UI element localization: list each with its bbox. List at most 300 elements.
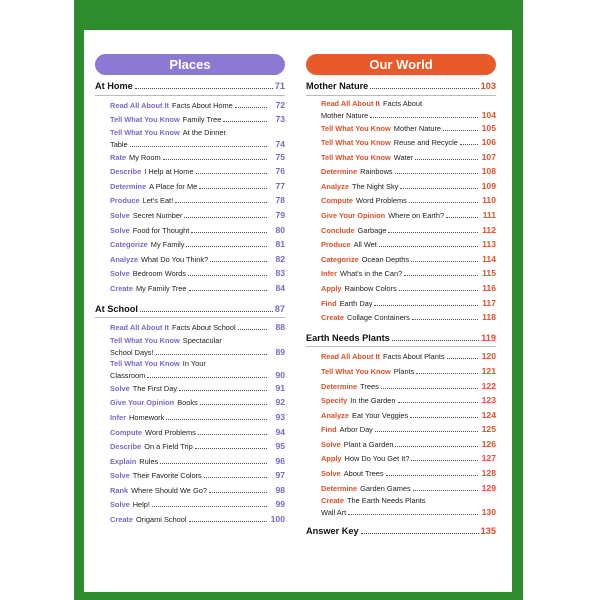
entry-line: [110, 335, 285, 346]
entry-title: Homework: [129, 412, 165, 422]
entry-title: My Family Tree: [136, 284, 187, 294]
entry-skill: Tell What You Know: [321, 138, 391, 148]
entry-line: [321, 349, 496, 364]
toc-entry[interactable]: [306, 481, 496, 496]
section-page-number: 135: [480, 526, 496, 537]
entry-page-number: 99: [275, 499, 285, 510]
dot-leader: [416, 373, 478, 374]
toc-entry[interactable]: [306, 266, 496, 281]
entry-skill: Rank: [110, 485, 129, 495]
entry-title: Trees: [360, 381, 379, 391]
entry-page-number: 75: [275, 151, 285, 162]
entry-skill: Solve: [321, 439, 341, 449]
entry-title: Secret Number: [132, 211, 183, 221]
entry-line: [321, 451, 496, 466]
entry-line: [110, 252, 285, 267]
dot-leader: [447, 358, 478, 359]
entry-page-number: 98: [275, 484, 285, 495]
toc-entry[interactable]: [306, 349, 496, 364]
entry-line: [110, 164, 285, 179]
entry-page-number: 114: [482, 253, 496, 264]
entry-page-number: 79: [275, 210, 285, 221]
dot-leader: [189, 521, 267, 522]
toc-entry[interactable]: [95, 112, 285, 127]
toc-entry[interactable]: [306, 393, 496, 408]
toc-entry[interactable]: [306, 223, 496, 238]
section-heading[interactable]: [306, 524, 496, 539]
toc-entry[interactable]: [306, 208, 496, 223]
toc-entry[interactable]: [306, 379, 496, 394]
our-world-column: [306, 54, 496, 539]
dot-leader: [446, 217, 478, 218]
dot-leader: [348, 514, 478, 515]
entry-skill: Read All About It: [110, 323, 169, 333]
entry-line-continued: [110, 369, 285, 381]
dot-leader: [199, 188, 267, 189]
toc-entry[interactable]: [95, 468, 285, 483]
section-heading[interactable]: [95, 302, 285, 317]
toc-entry[interactable]: [306, 98, 496, 121]
dot-leader: [404, 275, 478, 276]
entry-skill: Explain: [110, 456, 137, 466]
entry-skill: Infer: [110, 412, 127, 422]
entry-skill: Give Your Opinion: [321, 211, 386, 221]
dot-leader: [152, 506, 267, 507]
entry-title: Their Favorite Colors: [132, 471, 202, 481]
toc-entry[interactable]: [95, 425, 285, 440]
entry-page-number: 72: [275, 99, 285, 110]
toc-entry[interactable]: [306, 437, 496, 452]
entry-line: [110, 425, 285, 440]
dot-leader: [460, 144, 478, 145]
entry-skill: Solve: [110, 500, 130, 510]
entry-page-number: 127: [481, 453, 496, 464]
section-rule: [95, 317, 285, 318]
entry-skill: Tell What You Know: [321, 152, 391, 162]
section-title: Answer Key: [306, 526, 359, 537]
entry-title: Water: [393, 152, 414, 162]
entry-page-number: 73: [275, 114, 285, 125]
toc-entry[interactable]: [306, 408, 496, 423]
entry-title: Facts About Home: [171, 100, 233, 110]
dot-leader: [413, 490, 478, 491]
section-rule: [306, 95, 496, 96]
entry-title: In Your: [182, 358, 206, 368]
toc-entry[interactable]: [95, 358, 285, 381]
dot-leader: [399, 290, 478, 291]
entry-page-number: 95: [275, 441, 285, 452]
entry-title-continued: School Days!: [110, 347, 154, 357]
entry-title: Facts About Plants: [382, 352, 445, 362]
entry-title: Earth Day: [339, 298, 373, 308]
entry-page-number: 115: [482, 268, 496, 279]
dot-leader: [412, 319, 478, 320]
dot-leader: [223, 121, 267, 122]
entry-line: [321, 135, 496, 150]
dot-leader: [395, 446, 478, 447]
entry-skill: Solve: [110, 383, 130, 393]
entry-title-continued: Classroom: [110, 370, 146, 380]
section-heading[interactable]: [306, 79, 496, 94]
entry-page-number: 88: [275, 322, 285, 333]
entry-page-number: 123: [481, 395, 496, 406]
entry-title: Where on Earth?: [388, 211, 445, 221]
dot-leader: [200, 404, 267, 405]
dot-leader: [147, 377, 267, 378]
entry-title: Family Tree: [182, 115, 222, 125]
entry-page-number: 108: [481, 166, 496, 177]
entry-skill: Analyze: [321, 181, 349, 191]
dot-leader: [184, 217, 267, 218]
entry-skill: Create: [110, 284, 134, 294]
section-rule: [306, 346, 496, 347]
entry-line: [321, 164, 496, 179]
dot-leader: [392, 340, 479, 341]
toc-entry[interactable]: [95, 223, 285, 238]
toc-entry[interactable]: [306, 193, 496, 208]
toc-entry[interactable]: [95, 320, 285, 335]
entry-skill: Determine: [110, 181, 147, 191]
toc-entry[interactable]: [306, 466, 496, 481]
toc-entry[interactable]: [95, 512, 285, 527]
entry-title: Garden Games: [360, 483, 411, 493]
entry-line: [321, 466, 496, 481]
entry-line: [110, 454, 285, 469]
entry-skill: Compute: [321, 196, 354, 206]
toc-entry[interactable]: [306, 364, 496, 379]
entry-page-number: 77: [275, 180, 285, 191]
toc-entry[interactable]: [306, 135, 496, 150]
entry-line: [110, 237, 285, 252]
toc-entry[interactable]: [306, 164, 496, 179]
dot-leader: [195, 448, 267, 449]
entry-line: [321, 296, 496, 311]
entry-title: Rainbow Colors: [344, 284, 397, 294]
dot-leader: [411, 460, 478, 461]
entry-page-number: 124: [481, 409, 496, 420]
dot-leader: [443, 130, 478, 131]
entry-skill: Solve: [110, 211, 130, 221]
entry-page-number: 97: [275, 470, 285, 481]
entry-title: A Place for Me: [149, 181, 198, 191]
section-title: At Home: [95, 81, 133, 91]
entry-line: [321, 379, 496, 394]
entry-line: [321, 393, 496, 408]
entry-page-number: 125: [481, 424, 496, 435]
dot-leader: [175, 202, 267, 203]
toc-entry[interactable]: [306, 451, 496, 466]
entry-skill: Tell What You Know: [321, 366, 391, 376]
entry-skill: Produce: [321, 240, 351, 250]
entry-line-continued: [321, 109, 496, 121]
dot-leader: [411, 261, 478, 262]
toc-entry[interactable]: [95, 252, 285, 267]
entry-title: Spectacular: [182, 335, 222, 345]
entry-line: [321, 208, 496, 223]
entry-line: [321, 150, 496, 165]
dot-leader: [209, 492, 267, 493]
entry-line: [110, 281, 285, 296]
entry-line: [321, 481, 496, 496]
entry-skill: Find: [321, 298, 337, 308]
toc-entry[interactable]: [95, 483, 285, 498]
entry-page-number: 89: [275, 346, 285, 357]
entry-page-number: 92: [275, 397, 285, 408]
entry-line: [110, 150, 285, 165]
entry-skill: Describe: [110, 167, 142, 177]
entry-page-number: 76: [275, 166, 285, 177]
toc-entry[interactable]: [95, 439, 285, 454]
entry-skill: Solve: [321, 469, 341, 479]
entry-skill: Tell What You Know: [110, 335, 180, 345]
entry-page-number: 118: [482, 312, 496, 323]
dot-leader: [210, 261, 267, 262]
toc-entry[interactable]: [306, 252, 496, 267]
entry-page-number: 105: [481, 122, 496, 133]
entry-title: Word Problems: [145, 427, 196, 437]
entry-line: [110, 208, 285, 223]
toc-entry[interactable]: [95, 281, 285, 296]
toc-entry[interactable]: [95, 179, 285, 194]
entry-line: [321, 193, 496, 208]
toc-entry[interactable]: [95, 266, 285, 281]
toc-entry[interactable]: [95, 237, 285, 252]
entry-line: [110, 439, 285, 454]
entry-title: In the Garden: [350, 396, 396, 406]
entry-skill: Solve: [110, 471, 130, 481]
entry-skill: Conclude: [321, 225, 355, 235]
entry-line: [110, 98, 285, 113]
toc-entry[interactable]: [306, 121, 496, 136]
entry-page-number: 96: [275, 455, 285, 466]
entry-page-number: 110: [482, 195, 496, 206]
entry-line: [110, 223, 285, 238]
entry-page-number: 100: [270, 514, 285, 525]
entry-line: [110, 395, 285, 410]
entry-page-number: 83: [275, 268, 285, 279]
entry-skill: Create: [110, 515, 134, 525]
toc-entry[interactable]: [306, 310, 496, 325]
entry-line: [110, 179, 285, 194]
entry-line: [321, 281, 496, 296]
toc-entry[interactable]: [95, 164, 285, 179]
entry-page-number: 91: [275, 382, 285, 393]
entry-line: [321, 179, 496, 194]
toc-entry[interactable]: [95, 410, 285, 425]
entry-line: [321, 237, 496, 252]
toc-entry[interactable]: [95, 395, 285, 410]
entry-page-number: 78: [275, 195, 285, 206]
entry-title: What's in the Can?: [340, 269, 403, 279]
entry-line: [110, 512, 285, 527]
entry-skill: Infer: [321, 269, 338, 279]
entry-title: Arbor Day: [339, 425, 373, 435]
entry-title: Help!: [132, 500, 150, 510]
entry-skill: Determine: [321, 381, 358, 391]
toc-entry[interactable]: [306, 422, 496, 437]
entry-title: Reuse and Recycle: [393, 138, 458, 148]
entry-title: Mother Nature: [393, 123, 442, 133]
dot-leader: [410, 417, 478, 418]
entry-title: At the Dinner: [182, 127, 226, 137]
entry-page-number: 84: [275, 283, 285, 294]
dot-leader: [163, 159, 267, 160]
entry-line: [321, 310, 496, 325]
entry-skill: Tell What You Know: [110, 115, 180, 125]
entry-line: [110, 497, 285, 512]
entry-page-number: 81: [275, 239, 285, 250]
dot-leader: [188, 275, 267, 276]
entry-skill: Analyze: [321, 410, 349, 420]
entry-page-number: 104: [481, 109, 496, 120]
dot-leader: [379, 246, 478, 247]
toc-entry[interactable]: [95, 381, 285, 396]
entry-skill: Apply: [321, 454, 342, 464]
entry-line: [110, 358, 285, 369]
entry-title: Collage Containers: [347, 313, 410, 323]
toc-entry[interactable]: [95, 335, 285, 358]
entry-skill: Tell What You Know: [110, 358, 180, 368]
entry-title: My Room: [129, 152, 161, 162]
entry-line: [321, 364, 496, 379]
toc-entry[interactable]: [95, 497, 285, 512]
entry-title: Food for Thought: [132, 225, 190, 235]
entry-skill: Compute: [110, 427, 143, 437]
entry-page-number: 120: [481, 351, 496, 362]
toc-entry[interactable]: [95, 193, 285, 208]
entry-line: [110, 483, 285, 498]
entry-skill: Create: [321, 313, 345, 323]
dot-leader: [186, 246, 267, 247]
entry-skill: Determine: [321, 167, 358, 177]
entry-page-number: 112: [482, 224, 496, 235]
entry-line: [321, 223, 496, 238]
toc-entry[interactable]: [95, 454, 285, 469]
entry-line: [110, 320, 285, 335]
entry-title: My Family: [150, 240, 185, 250]
dot-leader: [179, 390, 267, 391]
entry-page-number: 107: [481, 151, 496, 162]
dot-leader: [409, 202, 478, 203]
entry-page-number: 82: [275, 253, 285, 264]
entry-line: [110, 193, 285, 208]
entry-page-number: 128: [481, 468, 496, 479]
dot-leader: [140, 311, 273, 312]
section-page-number: 87: [274, 303, 285, 314]
toc-entry[interactable]: [306, 296, 496, 311]
entry-title: Eat Your Veggies: [351, 410, 409, 420]
entry-page-number: 126: [481, 438, 496, 449]
dot-leader: [386, 475, 478, 476]
dot-leader: [381, 388, 478, 389]
entry-line-continued: [110, 138, 285, 150]
entry-line: [321, 266, 496, 281]
section-title: At School: [95, 303, 138, 314]
entry-title: Facts About: [382, 98, 423, 108]
entry-page-number: 116: [482, 283, 496, 294]
dot-leader: [370, 88, 478, 89]
entry-title: Rules: [139, 456, 159, 466]
places-column: [95, 54, 285, 527]
entry-page-number: 121: [481, 365, 496, 376]
entry-skill: Create: [321, 496, 345, 506]
dot-leader: [395, 173, 478, 174]
dot-leader: [398, 402, 479, 403]
dot-leader: [238, 329, 267, 330]
entry-page-number: 111: [482, 210, 496, 221]
entry-skill: Produce: [110, 196, 140, 206]
entry-line: [321, 437, 496, 452]
entry-title: I Help at Home: [144, 167, 194, 177]
entry-title: Where Should We Go?: [131, 485, 207, 495]
toc-entry[interactable]: [95, 98, 285, 113]
toc-entry[interactable]: [306, 150, 496, 165]
toc-entry[interactable]: [306, 281, 496, 296]
entry-line: [110, 381, 285, 396]
entry-page-number: 106: [481, 137, 496, 148]
dot-leader: [189, 290, 267, 291]
dot-leader: [130, 146, 267, 147]
dot-leader: [400, 188, 478, 189]
entry-skill: Specify: [321, 396, 348, 406]
toc-entry[interactable]: [95, 127, 285, 150]
entry-skill: Give Your Opinion: [110, 398, 175, 408]
dot-leader: [135, 88, 273, 89]
dot-leader: [374, 305, 478, 306]
toc-entry[interactable]: [95, 150, 285, 165]
entry-line: [110, 266, 285, 281]
section-heading[interactable]: [95, 79, 285, 94]
entry-line: [110, 468, 285, 483]
entry-title: Word Problems: [356, 196, 407, 206]
entry-page-number: 109: [481, 180, 496, 191]
toc-entry[interactable]: [306, 237, 496, 252]
toc-entry[interactable]: [306, 179, 496, 194]
entry-title: On a Field Trip: [144, 442, 193, 452]
entry-title: All Wet: [353, 240, 377, 250]
entry-skill: Apply: [321, 284, 342, 294]
entry-skill: Rate: [110, 152, 127, 162]
entry-skill: Solve: [110, 225, 130, 235]
dot-leader: [196, 173, 267, 174]
entry-line-continued: [321, 506, 496, 518]
entry-title: The Night Sky: [351, 181, 399, 191]
entry-line: [321, 408, 496, 423]
entry-page-number: 93: [275, 411, 285, 422]
entry-page-number: 113: [482, 239, 496, 250]
section-heading[interactable]: [306, 331, 496, 346]
entry-title: Books: [177, 398, 198, 408]
entry-title: Plants: [393, 366, 415, 376]
section-rule: [95, 95, 285, 96]
entry-page-number: 117: [482, 297, 496, 308]
entry-skill: Determine: [321, 483, 358, 493]
section-page-number: 119: [481, 332, 496, 343]
section-title: Mother Nature: [306, 81, 369, 91]
entry-skill: Solve: [110, 269, 130, 279]
toc-entry[interactable]: [306, 495, 496, 518]
entry-page-number: 80: [275, 224, 285, 235]
entry-title: The First Day: [132, 383, 178, 393]
entry-title: Plant a Garden: [343, 439, 394, 449]
entry-title: Facts About School: [171, 323, 236, 333]
toc-entry[interactable]: [95, 208, 285, 223]
entry-title-continued: Mother Nature: [321, 110, 369, 120]
dot-leader: [235, 107, 267, 108]
dot-leader: [198, 434, 267, 435]
entry-skill: Analyze: [110, 254, 138, 264]
section-page-number: 103: [480, 81, 496, 91]
